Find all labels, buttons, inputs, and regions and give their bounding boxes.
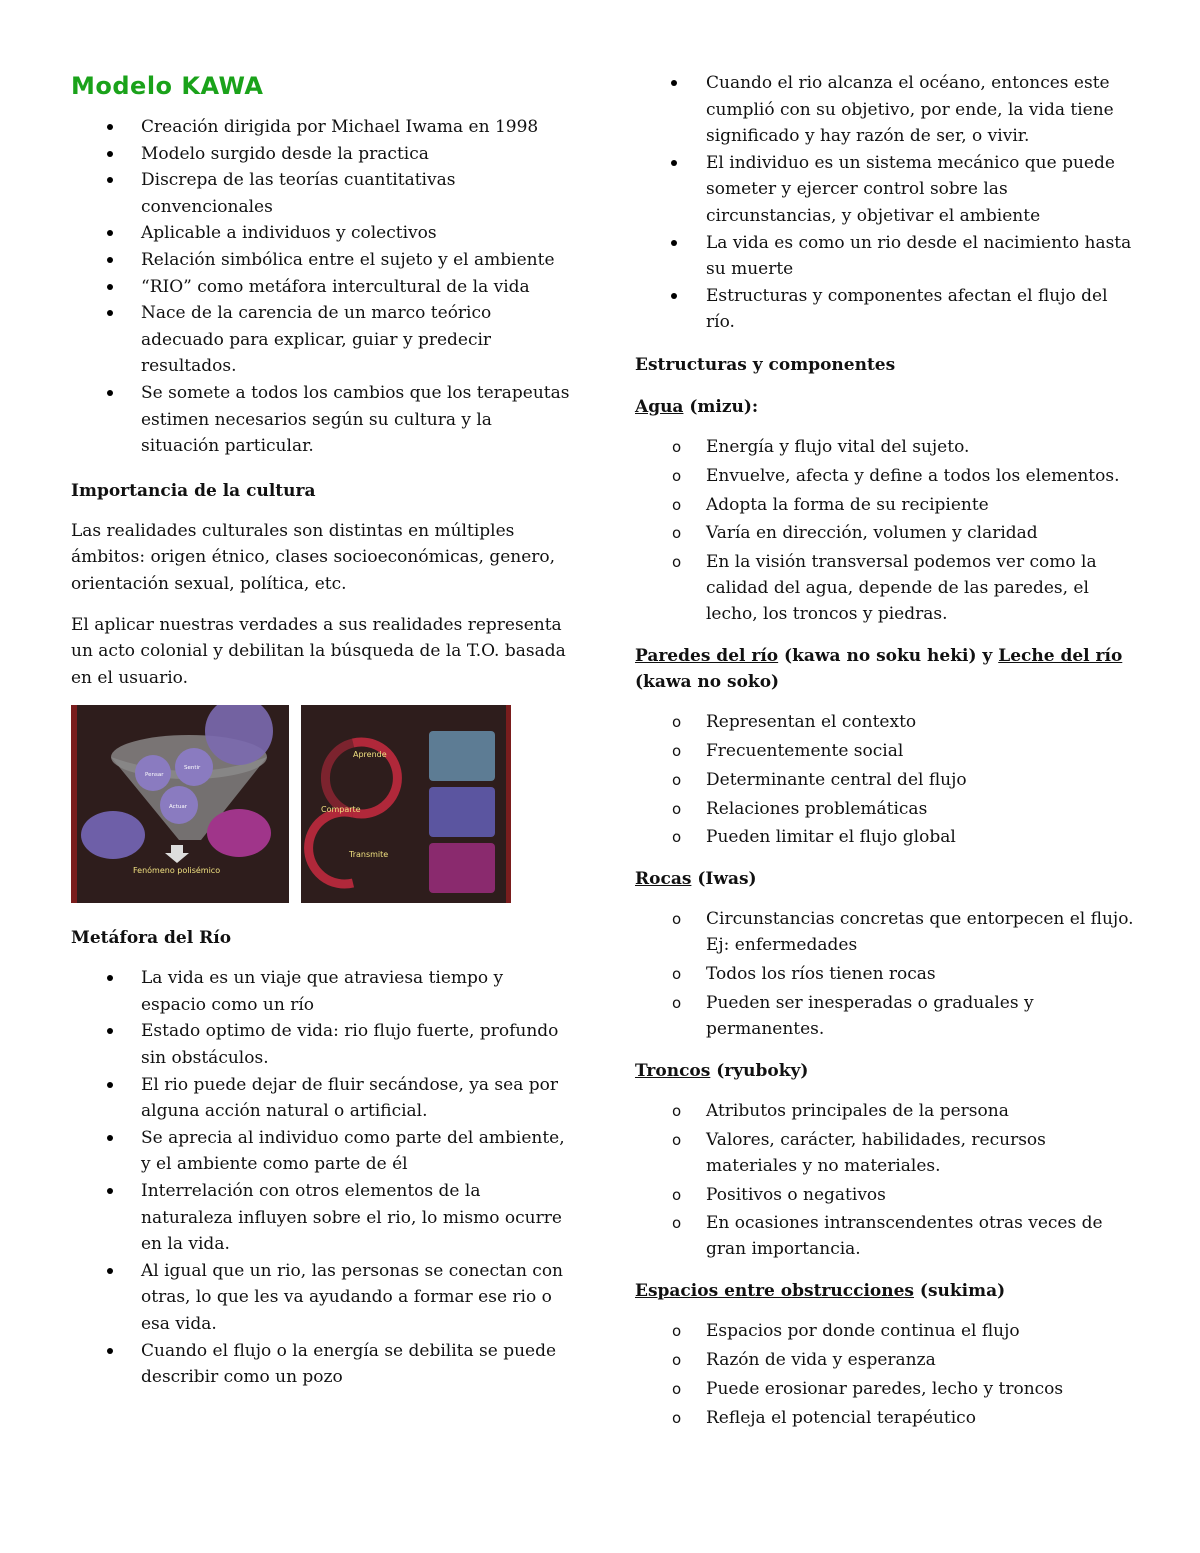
list-item: Creación dirigida por Michael Iwama en 1998 <box>71 114 571 141</box>
walls-name: Paredes del río <box>635 646 779 667</box>
list-item: La vida es un viaje que atraviesa tiempo y espacio como un río <box>71 965 571 1018</box>
list-item: La vida es como un rio desde el nacimiento hasta su muerte <box>635 230 1135 283</box>
list-item: Discrepa de las teorías cuantitativas convencionales <box>71 167 571 220</box>
culture-paragraph-1: Las realidades culturales son distintas en múltiples ámbitos: origen étnico, clases socioeconómicas, genero, orientación sexual, política, etc. <box>71 520 556 594</box>
list-item: Interrelación con otros elementos de la naturaleza influyen sobre el rio, lo mismo ocurre en la vida. <box>71 1178 571 1258</box>
culture-heading: Importancia de la cultura <box>71 480 316 501</box>
list-item: o Todos los ríos tienen rocas <box>635 961 1135 987</box>
funnel-diagram-image <box>71 705 289 903</box>
spaces-list <box>635 1318 1135 1430</box>
metaphor-heading: Metáfora del Río <box>71 928 232 949</box>
bed-term: (kawa no soko) <box>635 672 780 693</box>
list-item: o Circunstancias concretas que entorpecen el flujo. Ej: enfermedades <box>635 906 1135 958</box>
list-item: Cuando el rio alcanza el océano, entonces este cumplió con su objetivo, por ende, la vida tiene significado y hay razón de ser, o vivir. <box>635 70 1135 150</box>
logs-heading <box>635 1058 1135 1084</box>
metaphor-list <box>71 965 571 1391</box>
list-item: o Atributos principales de la persona <box>635 1098 1135 1124</box>
list-item: Aplicable a individuos y colectivos <box>71 220 571 247</box>
list-item: o Frecuentemente social <box>635 738 1135 764</box>
funnel-caption: Fenómeno polisémico <box>133 866 221 876</box>
rocks-term: (Iwas) <box>691 869 757 890</box>
logs-term: (ryuboky) <box>710 1060 809 1081</box>
list-item: o En la visión transversal podemos ver como la calidad del agua, depende de las paredes, el lecho, los troncos y piedras. <box>635 549 1135 627</box>
list-item: Al igual que un rio, las personas se conectan con otras, lo que les va ayudando a formar ese rio o esa vida. <box>71 1258 571 1338</box>
walls-heading <box>635 643 1135 695</box>
list-item: “RIO” como metáfora intercultural de la vida <box>71 274 571 301</box>
rocks-heading <box>635 866 1135 892</box>
list-item: o Representan el contexto <box>635 709 1135 735</box>
walls-list <box>635 709 1135 850</box>
list-item: o Pueden ser inesperadas o graduales y permanentes. <box>635 990 1135 1042</box>
water-term: (mizu): <box>683 396 759 417</box>
list-item: o Positivos o negativos <box>635 1182 1135 1208</box>
right-column <box>635 70 1135 1433</box>
list-item: o Pueden limitar el flujo global <box>635 824 1135 850</box>
left-column <box>71 64 571 1391</box>
logs-name: Troncos <box>635 1060 711 1081</box>
list-item: El rio puede dejar de fluir secándose, ya sea por alguna acción natural o artificial. <box>71 1072 571 1125</box>
bed-name: Leche del río <box>998 646 1123 667</box>
water-list <box>635 434 1135 627</box>
funnel-node-label: Pensar <box>145 772 164 779</box>
cycle-diagram-image <box>301 705 511 903</box>
list-item: o Relaciones problemáticas <box>635 796 1135 822</box>
top-list <box>635 70 1135 336</box>
walls-term: (kawa no soku heki) y <box>778 646 999 667</box>
intro-list <box>71 114 571 460</box>
list-item: Relación simbólica entre el sujeto y el ambiente <box>71 247 571 274</box>
cycle-label: Comparte <box>321 805 361 815</box>
list-item: o Espacios por donde continua el flujo <box>635 1318 1135 1344</box>
list-item: o Refleja el potencial terapéutico <box>635 1405 1135 1431</box>
rocks-list <box>635 906 1135 1042</box>
list-item: o Razón de vida y esperanza <box>635 1347 1135 1373</box>
list-item: o En ocasiones intranscendentes otras veces de gran importancia. <box>635 1210 1135 1262</box>
list-item: Se somete a todos los cambios que los terapeutas estimen necesarios según su cultura y la situación particular. <box>71 380 571 460</box>
structures-heading: Estructuras y componentes <box>635 354 896 375</box>
list-item: Estado optimo de vida: rio flujo fuerte, profundo sin obstáculos. <box>71 1018 571 1071</box>
list-item: El individuo es un sistema mecánico que puede someter y ejercer control sobre las circunstancias, y objetivar el ambiente <box>635 150 1135 230</box>
spaces-term: (sukima) <box>914 1281 1006 1302</box>
document-title: Modelo KAWA <box>71 72 264 100</box>
figure-row <box>71 705 571 905</box>
funnel-node-label: Sentir <box>184 765 201 772</box>
list-item: Cuando el flujo o la energía se debilita se puede describir como un pozo <box>71 1338 571 1391</box>
spaces-name: Espacios entre obstrucciones <box>635 1281 914 1302</box>
cycle-label: Aprende <box>353 750 387 760</box>
spaces-heading <box>635 1278 1135 1304</box>
culture-paragraph-2: El aplicar nuestras verdades a sus realidades representa un acto colonial y debilitan la búsqueda de la T.O. basada en el usuario. <box>71 614 566 688</box>
list-item: Modelo surgido desde la practica <box>71 141 571 168</box>
rocks-name: Rocas <box>635 869 692 890</box>
water-heading <box>635 394 1135 420</box>
list-item: Nace de la carencia de un marco teórico adecuado para explicar, guiar y predecir resultados. <box>71 300 571 380</box>
list-item: o Adopta la forma de su recipiente <box>635 492 1135 518</box>
list-item: Estructuras y componentes afectan el flujo del río. <box>635 283 1135 336</box>
cycle-label: Transmite <box>349 850 389 860</box>
logs-list <box>635 1098 1135 1262</box>
list-item: o Determinante central del flujo <box>635 767 1135 793</box>
funnel-node-label: Actuar <box>169 804 187 811</box>
list-item: o Varía en dirección, volumen y claridad <box>635 520 1135 546</box>
list-item: o Envuelve, afecta y define a todos los elementos. <box>635 463 1135 489</box>
list-item: Se aprecia al individuo como parte del ambiente, y el ambiente como parte de él <box>71 1125 571 1178</box>
list-item: o Puede erosionar paredes, lecho y troncos <box>635 1376 1135 1402</box>
list-item: o Valores, carácter, habilidades, recursos materiales y no materiales. <box>635 1127 1135 1179</box>
list-item: o Energía y flujo vital del sujeto. <box>635 434 1135 460</box>
water-name: Agua <box>635 396 684 417</box>
